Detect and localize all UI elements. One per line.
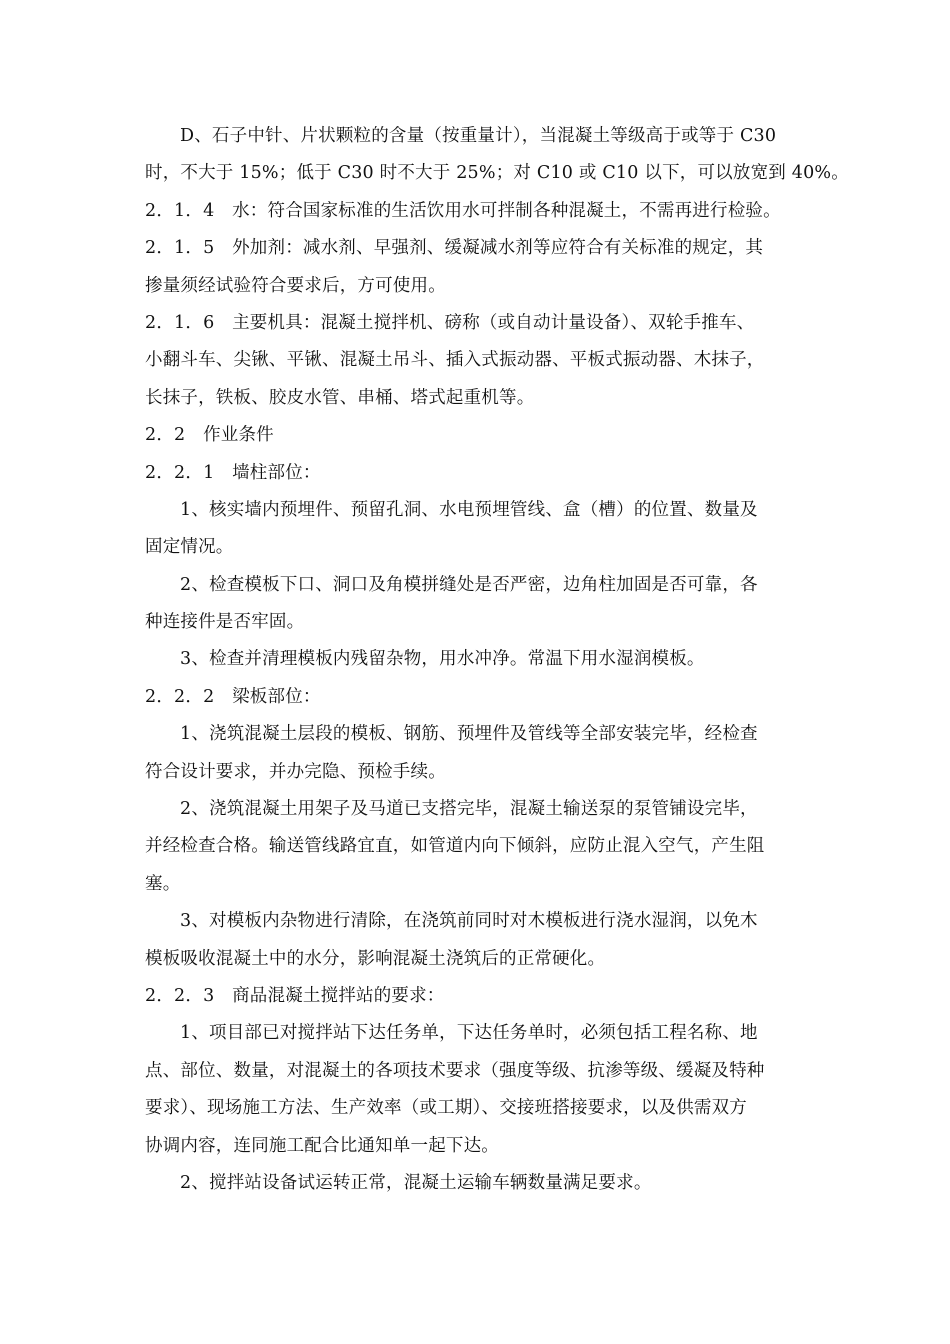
section-heading: 2．2 作业条件 [145, 425, 274, 446]
paragraph-line: 1、项目部已对搅拌站下达任务单，下达任务单时，必须包括工程名称、地 [180, 1023, 758, 1044]
section-heading: 2．1．6 主要机具：混凝土搅拌机、磅称（或自动计量设备）、双轮手推车、 [145, 312, 755, 333]
paragraph-line: 2、检查模板下口、洞口及角模拼缝处是否严密，边角柱加固是否可靠，各 [180, 574, 758, 595]
paragraph-line: 3、对模板内杂物进行清除，在浇筑前同时对木模板进行浇水湿润，以免木 [180, 911, 758, 932]
section-heading: 2．2．2 梁板部位： [145, 686, 321, 707]
document-body [145, 118, 849, 1202]
section-heading: 2．2．3 商品混凝土搅拌站的要求： [145, 985, 445, 1006]
paragraph-line: 固定情况。 [145, 537, 234, 558]
paragraph-line: 塞。 [145, 873, 181, 894]
paragraph-line: 3、检查并清理模板内残留杂物，用水冲净。常温下用水湿润模板。 [180, 649, 705, 670]
paragraph-line: 时，不大于 15%；低于 C30 时不大于 25%；对 C10 或 C10 以下，可以放宽到 40%。 [145, 163, 849, 184]
section-heading: 2．1．4 水：符合国家标准的生活饮用水可拌制各种混凝土，不需再进行检验。 [145, 200, 781, 221]
paragraph-line: 2、搅拌站设备试运转正常，混凝土运输车辆数量满足要求。 [180, 1172, 652, 1193]
paragraph-line: 掺量须经试验符合要求后，方可使用。 [145, 275, 446, 296]
paragraph-line: D、石子中针、片状颗粒的含量（按重量计），当混凝土等级高于或等于 C30 [180, 126, 777, 146]
paragraph-line: 小翻斗车、尖锹、平锹、混凝土吊斗、插入式振动器、平板式振动器、木抹子， [145, 350, 765, 371]
paragraph-line: 1、浇筑混凝土层段的模板、钢筋、预埋件及管线等全部安装完毕，经检查 [180, 724, 758, 745]
paragraph-line: 符合设计要求，并办完隐、预检手续。 [145, 761, 446, 782]
paragraph-line: 并经检查合格。输送管线路宜直，如管道内向下倾斜，应防止混入空气，产生阻 [145, 836, 765, 857]
paragraph-line: 种连接件是否牢固。 [145, 612, 305, 633]
paragraph-line: 协调内容，连同施工配合比通知单一起下达。 [145, 1135, 499, 1156]
paragraph-line: 点、部位、数量，对混凝土的各项技术要求（强度等级、抗渗等级、缓凝及特种 [145, 1060, 765, 1081]
section-heading: 2．1．5 外加剂：减水剂、早强剂、缓凝减水剂等应符合有关标准的规定，其 [145, 238, 764, 259]
section-heading: 2．2．1 墙柱部位： [145, 462, 321, 483]
paragraph-line: 要求）、现场施工方法、生产效率（或工期）、交接班搭接要求，以及供需双方 [145, 1098, 747, 1119]
paragraph-line: 模板吸收混凝土中的水分，影响混凝土浇筑后的正常硬化。 [145, 948, 606, 969]
paragraph-line: 2、浇筑混凝土用架子及马道已支搭完毕，混凝土输送泵的泵管铺设完毕， [180, 799, 758, 820]
paragraph-line: 1、核实墙内预埋件、预留孔洞、水电预埋管线、盒（槽）的位置、数量及 [180, 499, 758, 520]
paragraph-line: 长抹子，铁板、胶皮水管、串桶、塔式起重机等。 [145, 387, 535, 408]
